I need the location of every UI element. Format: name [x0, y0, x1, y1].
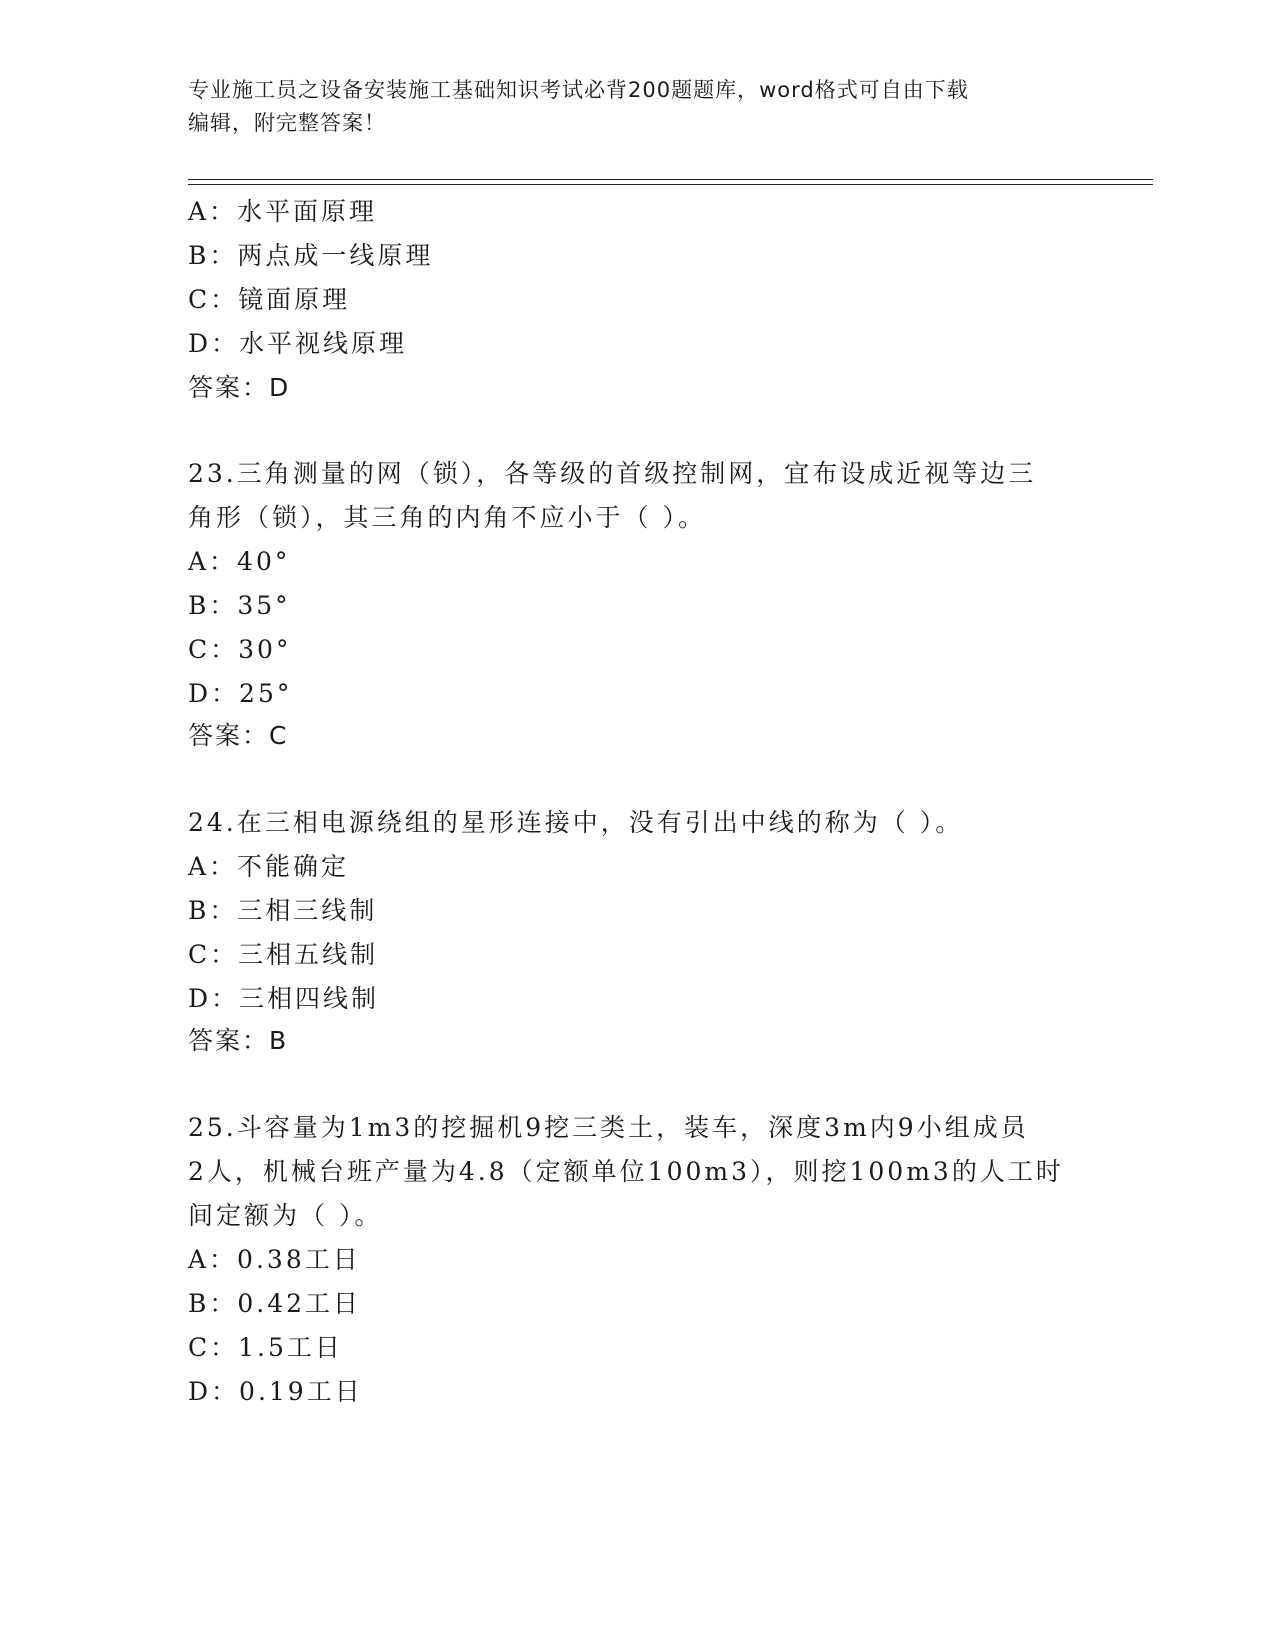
header-line-2: 编辑，附完整答案！ — [188, 111, 386, 135]
q25-option-d: D：0.19工日 — [188, 1377, 363, 1406]
header-line-1: 专业施工员之设备安装施工基础知识考试必背200题题库，word格式可自由下载 — [188, 78, 969, 102]
q25-option-b: B：0.42工日 — [188, 1289, 362, 1318]
q23-option-b: B：35° — [188, 591, 291, 620]
q24-option-b: B：三相三线制 — [188, 896, 378, 925]
q25-option-c: C：1.5工日 — [188, 1333, 343, 1362]
q23-stem-line-1: 23.三角测量的网（锁），各等级的首级控制网，宜布设成近视等边三 — [188, 459, 1037, 488]
q23-option-d: D：25° — [188, 679, 293, 708]
q23-option-a: A：40° — [188, 547, 291, 576]
q24-stem-line-1: 24.在三相电源绕组的星形连接中，没有引出中线的称为（ ）。 — [188, 808, 964, 837]
q25-stem-line-3: 间定额为（ ）。 — [188, 1201, 383, 1230]
q25-option-a: A：0.38工日 — [188, 1245, 361, 1274]
document-header — [188, 74, 1088, 140]
header-divider-top — [188, 179, 1153, 180]
q22-option-c: C：镜面原理 — [188, 285, 351, 314]
q23-answer: 答案：C — [188, 721, 289, 750]
q24-option-c: C：三相五线制 — [188, 940, 379, 969]
q22-option-d: D：水平视线原理 — [188, 329, 408, 358]
q22-answer: 答案：D — [188, 373, 291, 402]
q24-option-d: D：三相四线制 — [188, 984, 380, 1013]
q24-answer: 答案：B — [188, 1026, 289, 1055]
q24-option-a: A：不能确定 — [188, 852, 350, 881]
q22-option-b: B：两点成一线原理 — [188, 241, 434, 270]
q25-stem-line-2: 2人，机械台班产量为4.8（定额单位100m3），则挖100m3的人工时 — [188, 1157, 1064, 1186]
q23-option-c: C：30° — [188, 635, 292, 664]
q22-option-a: A：水平面原理 — [188, 197, 378, 226]
q23-stem-line-2: 角形（锁），其三角的内角不应小于（ ）。 — [188, 503, 706, 532]
q25-stem-line-1: 25.斗容量为1m3的挖掘机9挖三类土，装车，深度3m内9小组成员 — [188, 1113, 1029, 1142]
header-divider-bottom — [188, 184, 1153, 185]
